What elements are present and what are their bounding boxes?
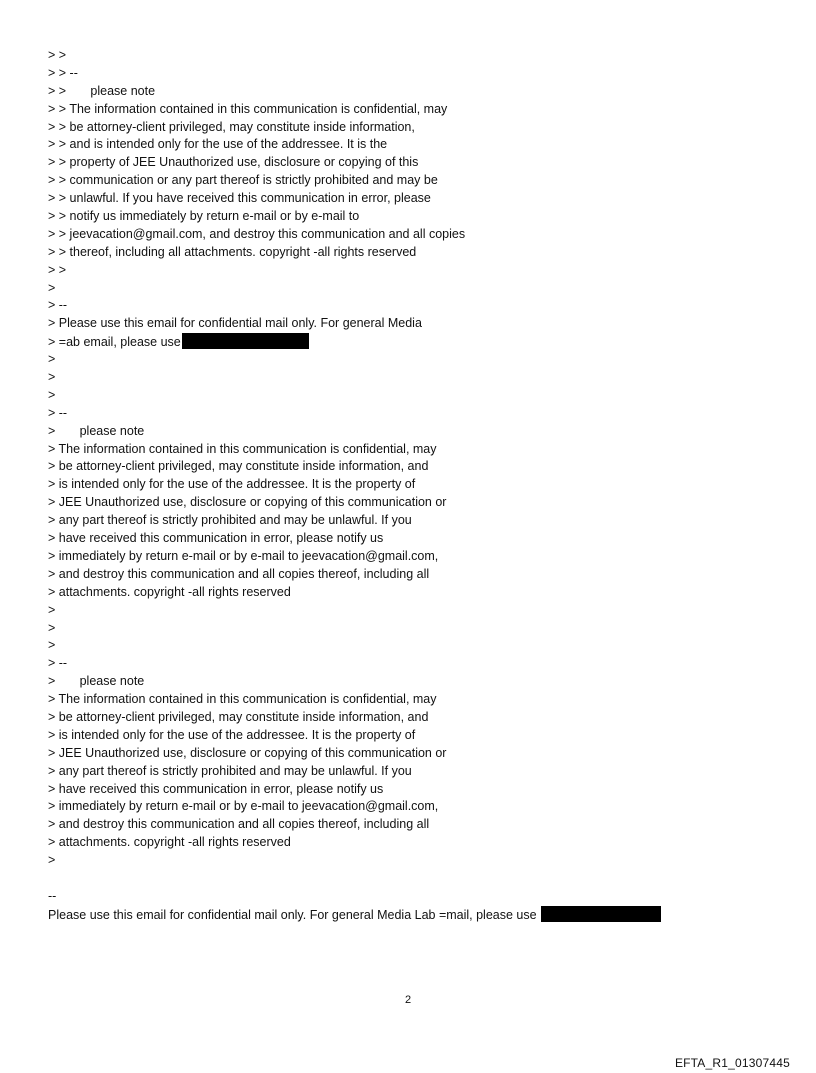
quoted-line: >: [48, 352, 56, 367]
quoted-line: > be attorney-client privileged, may constitute inside information, and: [48, 459, 429, 474]
quoted-line: > --: [48, 298, 68, 313]
quoted-line: > The information contained in this communication is confidential, may: [48, 441, 437, 456]
quoted-line: > JEE Unauthorized use, disclosure or copying of this communication or: [48, 495, 447, 510]
signature-line-with-redaction: [48, 906, 788, 924]
quoted-line: > Please use this email for confidential mail only. For general Media: [48, 316, 422, 331]
quoted-line: > immediately by return e-mail or by e-mail to jeevacation@gmail.com,: [48, 548, 439, 563]
quoted-line: > > thereof, including all attachments. copyright -all rights reserved: [48, 244, 417, 259]
quoted-line: > any part thereof is strictly prohibited and may be unlawful. If you: [48, 513, 412, 528]
quoted-line: > > and is intended only for the use of the addressee. It is the: [48, 137, 388, 152]
quoted-line: > The information contained in this communication is confidential, may: [48, 692, 437, 707]
quoted-line: > --: [48, 656, 68, 671]
quoted-line: >: [48, 620, 56, 635]
quoted-line: > > please note: [48, 83, 156, 98]
quoted-line: >: [48, 602, 56, 617]
quoted-line: > > jeevacation@gmail.com, and destroy this communication and all copies: [48, 226, 466, 241]
quoted-line: > be attorney-client privileged, may constitute inside information, and: [48, 709, 429, 724]
quoted-line: > please note: [48, 423, 145, 438]
quoted-line: > immediately by return e-mail or by e-mail to jeevacation@gmail.com,: [48, 799, 439, 814]
redaction-box: [182, 333, 309, 349]
quoted-line: > please note: [48, 674, 145, 689]
quoted-line: > attachments. copyright -all rights reserved: [48, 584, 291, 599]
quoted-line: > attachments. copyright -all rights reserved: [48, 835, 291, 850]
quoted-line: > > unlawful. If you have received this communication in error, please: [48, 191, 431, 206]
blank-line: [48, 870, 788, 888]
signature-text: Please use this email for confidential mail only. For general Media Lab =mail, please use: [48, 907, 537, 922]
quoted-line: > JEE Unauthorized use, disclosure or copying of this communication or: [48, 745, 447, 760]
quoted-line: > have received this communication in error, please notify us: [48, 531, 384, 546]
quoted-line: > and destroy this communication and all copies thereof, including all: [48, 817, 430, 832]
signature-separator: --: [48, 888, 57, 903]
quoted-line: > > The information contained in this communication is confidential, may: [48, 101, 448, 116]
quoted-line: >: [48, 387, 56, 402]
quoted-line-with-redaction: [48, 333, 788, 351]
quoted-line: > > communication or any part thereof is strictly prohibited and may be: [48, 173, 438, 188]
quoted-line: > > --: [48, 65, 78, 80]
quoted-line: >: [48, 280, 56, 295]
quoted-line: > >: [48, 262, 67, 277]
quoted-line: > > notify us immediately by return e-mail or by e-mail to: [48, 209, 360, 224]
quoted-line: > any part thereof is strictly prohibited and may be unlawful. If you: [48, 763, 412, 778]
quoted-line: >: [48, 370, 56, 385]
quoted-line: > and destroy this communication and all copies thereof, including all: [48, 566, 430, 581]
quoted-line: > > be attorney-client privileged, may constitute inside information,: [48, 119, 415, 134]
redaction-box: [541, 906, 661, 922]
page-number: 2: [404, 994, 412, 1006]
bates-number: EFTA_R1_01307445: [674, 1056, 790, 1070]
quoted-line: > --: [48, 405, 68, 420]
quoted-line: > > property of JEE Unauthorized use, disclosure or copying of this: [48, 155, 419, 170]
quoted-line-text: > =ab email, please use: [48, 335, 181, 350]
quoted-line: > have received this communication in error, please notify us: [48, 781, 384, 796]
quoted-line: > >: [48, 48, 67, 62]
quoted-line: > is intended only for the use of the addressee. It is the property of: [48, 727, 416, 742]
quoted-line: >: [48, 853, 56, 868]
email-body: [48, 47, 788, 924]
quoted-line: > is intended only for the use of the addressee. It is the property of: [48, 477, 416, 492]
quoted-line: >: [48, 638, 56, 653]
